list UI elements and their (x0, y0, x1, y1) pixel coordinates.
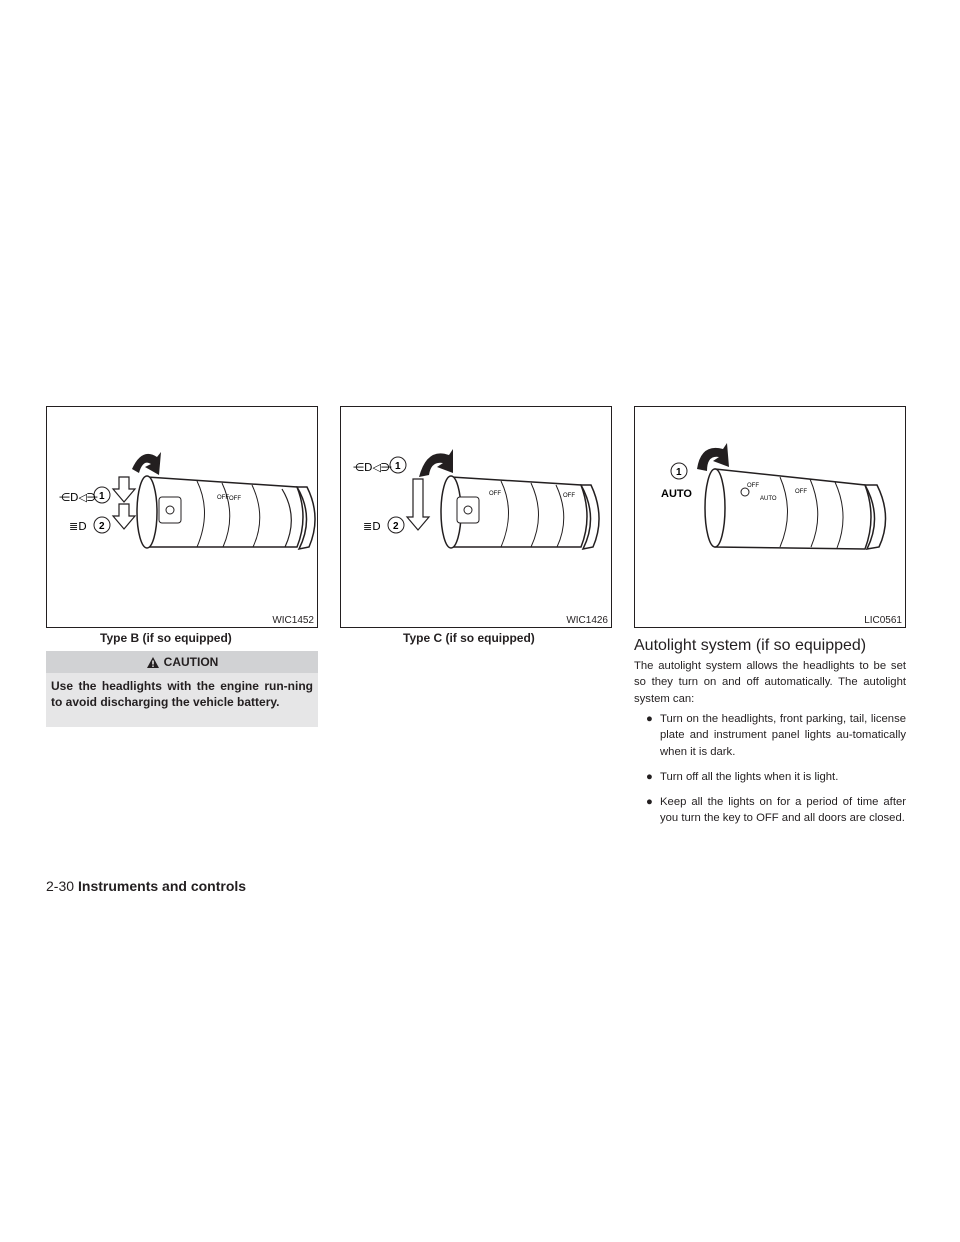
section-intro: The autolight system allows the headlights to be set so they turn on and off automatically. The autolight system can: (634, 660, 906, 705)
headlight-switch-illustration-b (47, 407, 317, 627)
warning-icon (146, 656, 160, 669)
list-item-text: Keep all the lights on for a period of time after you turn the key to OFF and all doors are closed. (660, 796, 906, 825)
section-heading: Autolight system (if so equipped) (634, 637, 867, 654)
callout-1: 1 (99, 491, 105, 502)
autolight-switch-illustration (635, 407, 905, 627)
list-item (634, 711, 906, 760)
list-item-text: Turn off all the lights when it is light. (660, 770, 839, 783)
figure-autolight (634, 406, 906, 628)
figure-caption: Type C (if so equipped) (403, 631, 535, 645)
page-footer (46, 878, 246, 894)
callout-1: 1 (395, 461, 401, 472)
caution-box (46, 651, 318, 727)
headlight-switch-illustration-c (341, 407, 611, 627)
bullet-icon: ● (646, 713, 653, 725)
parking-light-icon: ⋲D◁⋺ (59, 491, 98, 504)
switch-auto-label: AUTO (760, 496, 777, 502)
bullet-icon: ● (646, 796, 653, 809)
callout-1: 1 (676, 467, 682, 478)
bullet-icon: ● (646, 770, 653, 783)
switch-off-label: OFF (795, 489, 807, 495)
footer-section-title: Instruments and controls (78, 878, 247, 894)
callout-2: 2 (99, 521, 105, 532)
switch-off-label: OFF (747, 483, 759, 489)
list-item (634, 794, 906, 827)
caution-header (46, 651, 318, 673)
callout-2: 2 (393, 521, 399, 532)
figure-code: WIC1426 (566, 615, 608, 626)
switch-off-label: OFF (489, 491, 501, 497)
headlight-icon: ≣D (363, 520, 381, 533)
switch-off-label: OFF (229, 496, 241, 502)
auto-label: AUTO (661, 488, 692, 500)
switch-off-label: OFF (217, 495, 229, 501)
figure-code: LIC0561 (864, 615, 902, 626)
figure-caption: Type B (if so equipped) (100, 631, 232, 645)
caution-text: Use the headlights with the engine run-ning to avoid discharging the vehicle battery. (51, 679, 313, 709)
list-item-text: Turn on the headlights, front parking, tail, license plate and instrument panel lights au-tomatically when it is dark. (660, 713, 906, 758)
figure-code: WIC1452 (272, 615, 314, 626)
figure-type-b (46, 406, 318, 628)
parking-light-icon: ⋲D◁⋺ (353, 461, 392, 474)
caution-title: CAUTION (163, 655, 219, 669)
feature-list (634, 711, 906, 836)
list-item (634, 769, 906, 785)
figure-type-c (340, 406, 612, 628)
page-number: 2-30 (46, 878, 75, 894)
switch-off-label: OFF (563, 493, 575, 499)
headlight-icon: ≣D (69, 520, 87, 533)
